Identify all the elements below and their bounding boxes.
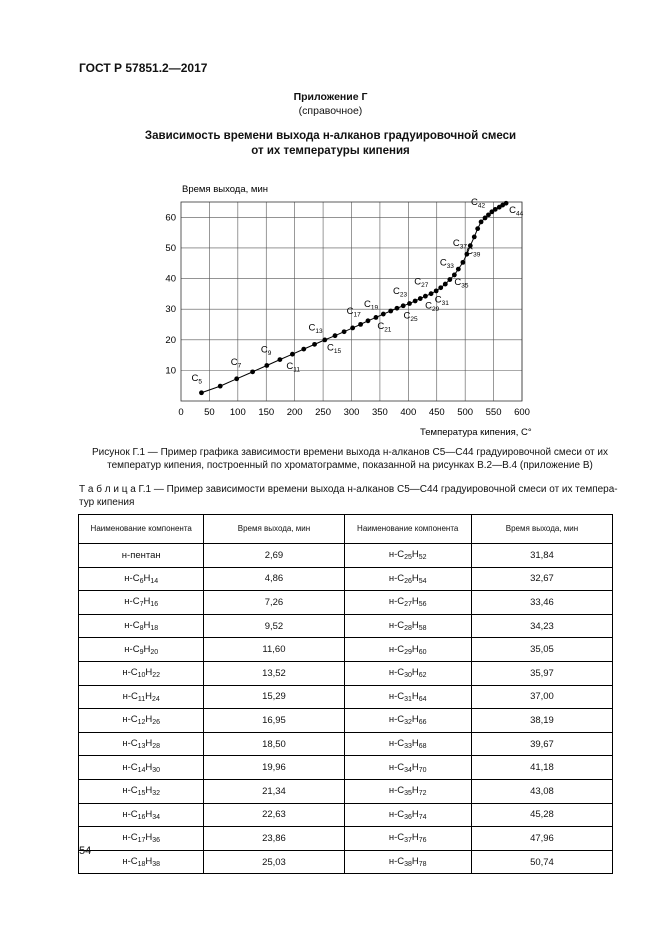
x-tick-label: 100 <box>229 407 246 418</box>
table-row <box>79 591 613 615</box>
x-tick-label: 150 <box>258 407 275 418</box>
retention-time-left: 15,29 <box>204 685 344 709</box>
point-label: $C_{21}$ <box>377 321 392 334</box>
y-axis-label: Время выхода, мин <box>182 184 269 195</box>
data-point <box>413 299 418 304</box>
data-point <box>504 201 509 206</box>
retention-time-right: 41,18 <box>471 756 612 780</box>
point-label: $C_{29}$ <box>425 300 440 314</box>
data-point <box>429 291 434 296</box>
table-row <box>79 756 613 780</box>
y-tick-label: 50 <box>165 242 176 254</box>
retention-time-left: 9,52 <box>204 614 344 638</box>
data-point <box>475 226 480 231</box>
component-name-left: $н-C_{18}H_{38}$ <box>79 850 204 874</box>
retention-time-left: 21,34 <box>204 779 344 803</box>
table-caption-line2: тур кипения <box>79 497 135 508</box>
data-point <box>479 220 484 225</box>
component-name-right: $н-C_{37}H_{76}$ <box>344 827 471 851</box>
point-label: $C_{37}$ <box>452 238 467 251</box>
component-name-right: $н-C_{35}H_{72}$ <box>344 779 471 803</box>
retention-time-left: 19,96 <box>204 756 344 780</box>
retention-time-right: 31,84 <box>471 544 612 568</box>
point-label: $C_5$ <box>191 372 202 386</box>
point-label: $C_{42}$ <box>471 196 486 210</box>
component-name-right: $н-C_{36}H_{74}$ <box>344 803 471 827</box>
component-name-right: $н-C_{27}H_{56}$ <box>344 591 471 615</box>
data-point <box>234 376 239 381</box>
retention-time-left: 7,26 <box>204 591 344 615</box>
component-name-right: $н-C_{28}H_{58}$ <box>344 614 471 638</box>
table-caption-line1: Т а б л и ц а Г.1 — Пример зависимости времени выхода н-алканов С5—С44 градуировочной смеси от их темпера- <box>79 484 618 495</box>
x-tick-label: 400 <box>400 407 417 418</box>
retention-time-left: 22,63 <box>204 803 344 827</box>
retention-time-left: 13,52 <box>204 661 344 685</box>
table-row <box>79 661 613 685</box>
data-point <box>434 288 439 293</box>
table-row <box>79 638 613 662</box>
chart-title-line1: Зависимость времени выхода н-алканов градуировочной смеси <box>144 130 517 142</box>
data-point <box>358 322 363 327</box>
retention-time-left: 11,60 <box>204 638 344 662</box>
document-header: ГОСТ Р 57851.2—2017 <box>79 61 208 75</box>
data-point <box>350 326 355 331</box>
table-row <box>79 779 613 803</box>
retention-time-left: 23,86 <box>204 827 344 851</box>
data-point <box>250 369 255 374</box>
point-label: $C_{39}$ <box>466 245 481 259</box>
data-point <box>438 285 443 290</box>
data-point <box>264 363 269 368</box>
point-label: $C_{35}$ <box>454 277 469 290</box>
data-point <box>290 352 295 357</box>
data-point <box>301 347 306 352</box>
x-tick-label: 450 <box>428 407 445 418</box>
retention-time-left: 2,69 <box>204 544 344 568</box>
figure-caption <box>90 446 610 472</box>
point-label: $C_{23}$ <box>392 286 408 299</box>
data-point <box>418 296 423 301</box>
chart-title-line2: от их температуры кипения <box>251 145 410 157</box>
retention-time-right: 47,96 <box>471 827 612 851</box>
point-label: $C_{31}$ <box>434 294 449 308</box>
retention-time-right: 32,67 <box>471 567 612 591</box>
component-name-left: $н-C_7H_{16}$ <box>79 591 204 615</box>
data-point <box>388 309 393 314</box>
data-point <box>443 282 448 287</box>
component-name-right: $н-C_{31}H_{64}$ <box>344 685 471 709</box>
component-name-left: $н-C_6H_{14}$ <box>79 567 204 591</box>
component-name-right: $н-C_{26}H_{54}$ <box>344 567 471 591</box>
component-name-left: $н-C_{10}H_{22}$ <box>79 661 204 685</box>
data-point <box>277 357 282 362</box>
table-row <box>79 827 613 851</box>
retention-time-right: 45,28 <box>471 803 612 827</box>
data-point <box>381 312 386 317</box>
table-header-row <box>79 515 613 544</box>
component-name-right: $н-C_{33}H_{68}$ <box>344 732 471 756</box>
retention-time-left: 4,86 <box>204 567 344 591</box>
component-name-left: $н-C_{11}H_{24}$ <box>79 685 204 709</box>
point-label: $C_{44}$ <box>509 205 524 218</box>
component-name-left: $н-C_{14}H_{30}$ <box>79 756 204 780</box>
component-name-right: $н-C_{32}H_{66}$ <box>344 709 471 733</box>
header-time: Время выхода, мин <box>204 515 344 544</box>
data-point <box>333 333 338 338</box>
retention-time-right: 50,74 <box>471 850 612 874</box>
retention-time-left: 16,95 <box>204 709 344 733</box>
x-tick-label: 600 <box>514 407 530 418</box>
x-tick-label: 200 <box>286 407 303 418</box>
appendix-title: Приложение Г <box>293 91 368 103</box>
header-component-2: Наименование компонента <box>344 515 471 544</box>
component-name-left: $н-C_{15}H_{32}$ <box>79 779 204 803</box>
appendix-subtitle: (справочное) <box>298 105 363 117</box>
point-label: $C_{27}$ <box>414 276 429 290</box>
component-name-right: $н-C_{30}H_{62}$ <box>344 661 471 685</box>
retention-time-right: 35,05 <box>471 638 612 662</box>
component-name-left: $н-C_9H_{20}$ <box>79 638 204 662</box>
table-row <box>79 614 613 638</box>
retention-time-left: 25,03 <box>204 850 344 874</box>
data-point <box>366 318 371 323</box>
retention-time-right: 37,00 <box>471 685 612 709</box>
data-point <box>407 301 412 306</box>
table-row <box>79 732 613 756</box>
retention-time-right: 38,19 <box>471 709 612 733</box>
x-tick-label: 500 <box>457 407 474 418</box>
series-line <box>201 203 506 393</box>
component-name-left: $н-C_{17}H_{36}$ <box>79 827 204 851</box>
x-tick-label: 550 <box>485 407 502 418</box>
retention-time-right: 34,23 <box>471 614 612 638</box>
retention-time-right: 33,46 <box>471 591 612 615</box>
component-name-left: $н-C_8H_{18}$ <box>79 614 204 638</box>
data-point <box>447 277 452 282</box>
page-number: 54 <box>79 845 92 857</box>
data-point <box>374 315 379 320</box>
point-label: $C_{19}$ <box>363 298 379 312</box>
component-name-right: $н-C_{34}H_{70}$ <box>344 756 471 780</box>
point-label: $C_{11}$ <box>286 361 301 374</box>
point-label: $C_9$ <box>260 344 272 357</box>
component-name-left: н-пентан <box>79 544 204 568</box>
table-row <box>79 803 613 827</box>
retention-time-left: 18,50 <box>204 732 344 756</box>
component-name-right: $н-C_{25}H_{52}$ <box>344 544 471 568</box>
point-label: $C_{33}$ <box>439 257 454 271</box>
x-tick-label: 0 <box>178 407 184 418</box>
component-name-left: $н-C_{13}H_{28}$ <box>79 732 204 756</box>
data-point <box>395 306 400 311</box>
data-point <box>322 337 327 342</box>
x-tick-label: 300 <box>343 407 360 418</box>
table-row <box>79 567 613 591</box>
data-point <box>218 384 223 389</box>
x-axis-label: Температура кипения, С° <box>420 427 532 438</box>
header-component: Наименование компонента <box>79 515 204 544</box>
table-row <box>79 709 613 733</box>
table-caption <box>79 483 619 509</box>
component-name-left: $н-C_{12}H_{26}$ <box>79 709 204 733</box>
data-point <box>423 294 428 299</box>
data-point <box>199 390 204 395</box>
point-label: $C_{13}$ <box>308 322 323 335</box>
figure-caption-line1: Рисунок Г.1 — Пример графика зависимости времени выхода н-алканов С5—С44 градуировочной смеси от их <box>92 447 608 458</box>
data-point <box>472 235 477 240</box>
x-tick-label: 250 <box>315 407 332 418</box>
data-point <box>312 342 317 347</box>
figure-caption-line2: температур кипения, построенный по хроматограмме, показанной на рисунках В.2—В.4 (приложение В) <box>107 460 593 471</box>
component-name-right: $н-C_{38}H_{78}$ <box>344 850 471 874</box>
data-point <box>460 260 465 265</box>
header-time-2: Время выхода, мин <box>471 515 612 544</box>
y-tick-label: 20 <box>165 334 176 346</box>
component-name-left: $н-C_{16}H_{34}$ <box>79 803 204 827</box>
y-tick-label: 60 <box>165 212 176 224</box>
point-label: $C_7$ <box>230 356 242 370</box>
data-point <box>456 267 461 272</box>
retention-time-right: 35,97 <box>471 661 612 685</box>
y-tick-label: 10 <box>165 365 176 377</box>
table-row <box>79 850 613 874</box>
point-label: $C_{15}$ <box>327 342 342 356</box>
y-tick-label: 40 <box>165 273 176 285</box>
data-point <box>342 329 347 334</box>
x-tick-label: 50 <box>204 407 215 418</box>
point-label: $C_{25}$ <box>403 310 418 324</box>
data-point <box>401 303 406 308</box>
component-name-right: $н-C_{29}H_{60}$ <box>344 638 471 662</box>
retention-table <box>78 514 613 874</box>
table-row <box>79 544 613 568</box>
x-tick-label: 350 <box>371 407 388 418</box>
point-label: $C_{17}$ <box>346 305 361 319</box>
y-tick-label: 30 <box>165 304 176 316</box>
retention-chart <box>0 180 661 440</box>
retention-time-right: 43,08 <box>471 779 612 803</box>
retention-time-right: 39,67 <box>471 732 612 756</box>
table-row <box>79 685 613 709</box>
